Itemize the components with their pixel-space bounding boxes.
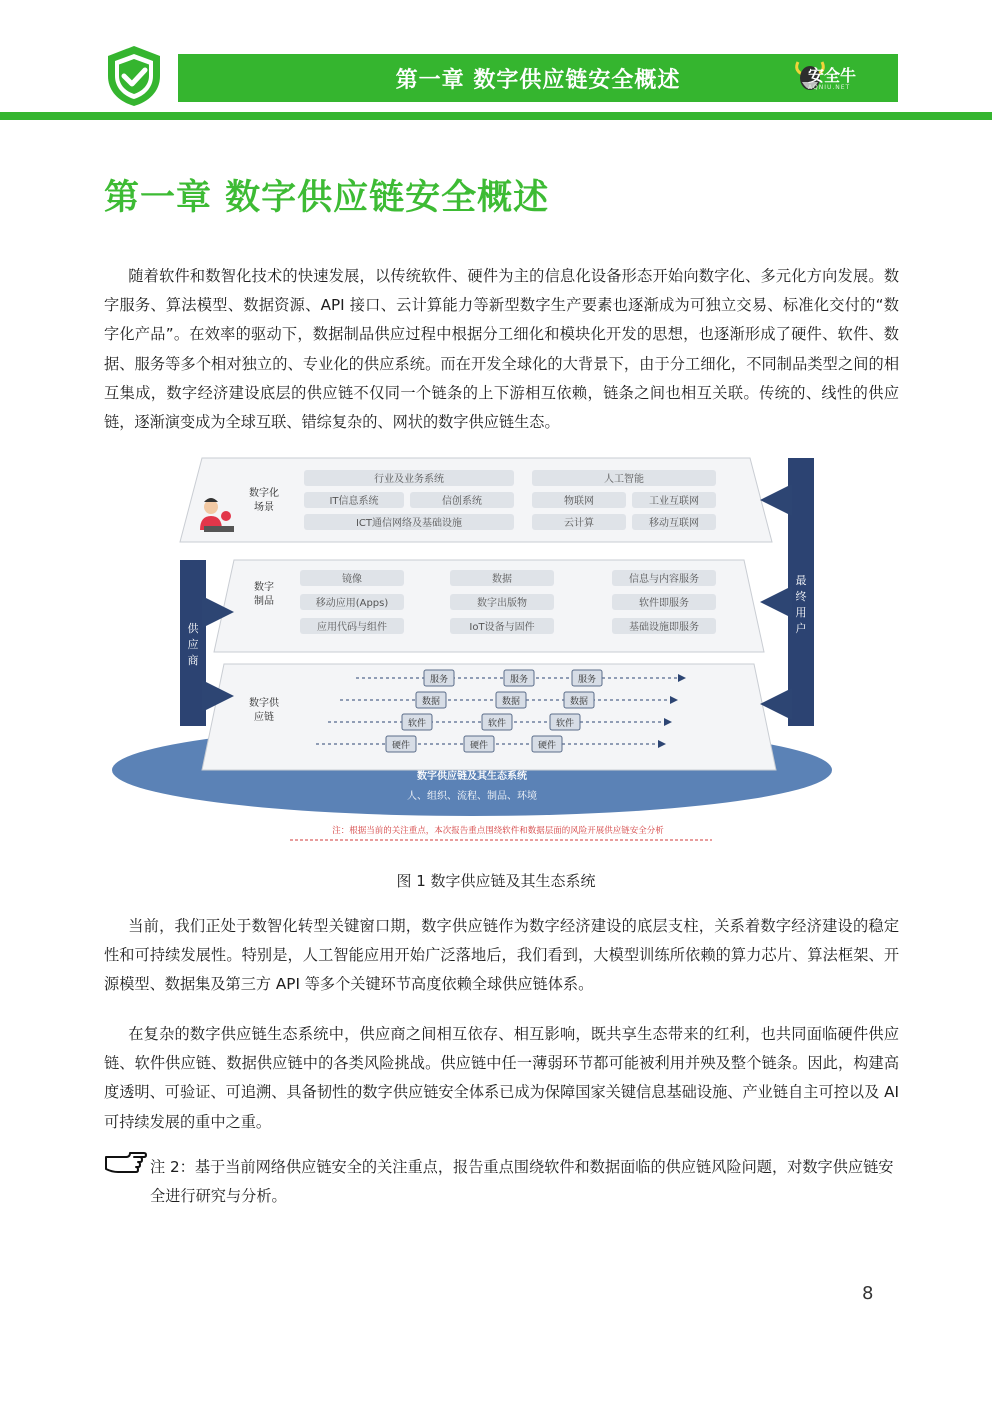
chain-data-2: 数据 (501, 697, 521, 707)
layer1-box-1: 行业及业务系统 (374, 474, 444, 485)
chain-data-3: 数据 (569, 697, 589, 707)
chain-software-2: 软件 (487, 719, 507, 729)
layer2-box-2: 数据 (492, 574, 512, 585)
layer2-box-1: 镜像 (342, 574, 362, 585)
layer2-label-2: 制品 (254, 596, 274, 607)
supplier-label-3: 商 (187, 654, 199, 667)
brand-name: 安全牛 (808, 66, 857, 85)
page-number: 8 (862, 1283, 874, 1304)
chain-hardware-1: 硬件 (391, 741, 411, 751)
paragraph-3 (104, 1020, 899, 1137)
header-divider (0, 112, 992, 120)
layer2-box-3: 信息与内容服务 (629, 574, 699, 585)
chain-hardware-2: 硬件 (469, 741, 489, 751)
layer1-box-4: ICT通信网络及基础设施 (355, 518, 463, 529)
paragraph-2-text: 当前，我们正处于数智化转型关键窗口期，数字供应链作为数字经济建设的底层支柱，关系着数字经济建设的稳定性和可持续发展性。特别是，人工智能应用开始广泛落地后，我们看到，大模型训练所依赖的算力芯片、算法框架、开源模型、数据集及第三方 API 等多个关键环节高度依赖全球供应链体系。 (104, 917, 899, 994)
note-text: 注 2：基于当前网络供应链安全的关注重点，报告重点围绕软件和数据面临的供应链风险问题，对数字供应链安全进行研究与分析。 (150, 1158, 894, 1205)
layer1-label-2: 场景 (254, 502, 274, 513)
layer2-box-8: IoT设备与固件 (469, 622, 535, 633)
chain-software-1: 软件 (407, 719, 427, 729)
end-user-label-3: 用 (795, 606, 807, 619)
supplier-label-2: 应 (187, 638, 199, 651)
chain-hardware-3: 硬件 (537, 741, 557, 751)
chain-software-3: 软件 (555, 719, 575, 729)
layer1-box-9: 移动互联网 (649, 518, 699, 529)
layer1-label-1: 数字化 (249, 488, 279, 499)
layer2-box-7: 应用代码与组件 (317, 622, 387, 633)
layer1-box-7: 工业互联网 (649, 496, 699, 507)
layer3-label-2: 应链 (254, 712, 274, 723)
layer2-box-6: 软件即服务 (639, 598, 689, 609)
ecosystem-title: 数字供应链及其生态系统 (417, 771, 527, 782)
layer2-box-4: 移动应用(Apps) (315, 598, 389, 609)
layer1-box-3: 信创系统 (442, 496, 482, 507)
supplier-label-1: 供 (187, 622, 199, 635)
header-title: 第一章 数字供应链安全概述 (395, 68, 681, 93)
layer1-box-8: 云计算 (564, 518, 594, 529)
header-bar (178, 54, 898, 102)
layer3-label-1: 数字供 (249, 698, 279, 709)
paragraph-1-text: 随着软件和数智化技术的快速发展，以传统软件、硬件为主的信息化设备形态开始向数字化、多元化方向发展。数字服务、算法模型、数据资源、API 接口、云计算能力等新型数字生产要素也逐渐成为可独立交易、标准化交付的“数字化产品”。在效率的驱动下，数据制品供应过程中根据分工细化和模块化开发的思想，也逐渐形成了硬件、软件、数据、服务等多个相对独立的、专业化的供应系统。而在开发全球化的大背景下，由于分工细化，不同制品类型之间的相互集成，数字经济建设底层的供应链不仅同一个链条的上下游相互依赖，链条之间也相互关联。传统的、线性的供应链，逐渐演变成为全球互联、错综复杂的、网状的数字供应链生态。 (104, 267, 899, 432)
end-user-label-4: 户 (795, 622, 807, 635)
layer2-box-5: 数字出版物 (477, 598, 527, 609)
layer1-box-6: 物联网 (564, 496, 594, 507)
pointing-hand-icon (104, 1147, 148, 1177)
end-user-label-2: 终 (795, 590, 807, 603)
figure-note: 注：根据当前的关注重点，本次报告重点围绕软件和数据层面的风险开展供应链安全分析 (332, 826, 664, 836)
supply-chain-ecosystem-diagram (104, 452, 874, 852)
layer1-box-2: IT信息系统 (329, 496, 379, 507)
layer1-box-5: 人工智能 (604, 474, 644, 485)
layer2-label-1: 数字 (254, 582, 274, 593)
chain-service-1: 服务 (429, 675, 449, 685)
end-user-label-1: 最 (795, 574, 807, 587)
paragraph-1 (104, 262, 899, 437)
brand-sub: AQNIU.NET (808, 84, 851, 91)
chain-data-1: 数据 (421, 697, 441, 707)
ecosystem-subtitle: 人、组织、流程、制品、环境 (407, 791, 537, 802)
layer2-box-9: 基础设施即服务 (629, 622, 699, 633)
paragraph-3-text: 在复杂的数字供应链生态系统中，供应商之间相互依存、相互影响，既共享生态带来的红利，也共同面临硬件供应链、软件供应链、数据供应链中的各类风险挑战。供应链中任一薄弱环节都可能被利用并殃及整个链条。因此，构建高度透明、可验证、可追溯、具备韧性的数字供应链安全体系已成为保障国家关键信息基础设施、产业链自主可控以及 AI 可持续发展的重中之重。 (104, 1025, 899, 1131)
shield-check-logo-icon (104, 44, 164, 108)
chapter-title: 第一章 数字供应链安全概述 (104, 178, 550, 218)
figure-caption: 图 1 数字供应链及其生态系统 (396, 872, 596, 890)
chain-service-2: 服务 (509, 675, 529, 685)
paragraph-2 (104, 912, 899, 1000)
chain-service-3: 服务 (577, 675, 597, 685)
